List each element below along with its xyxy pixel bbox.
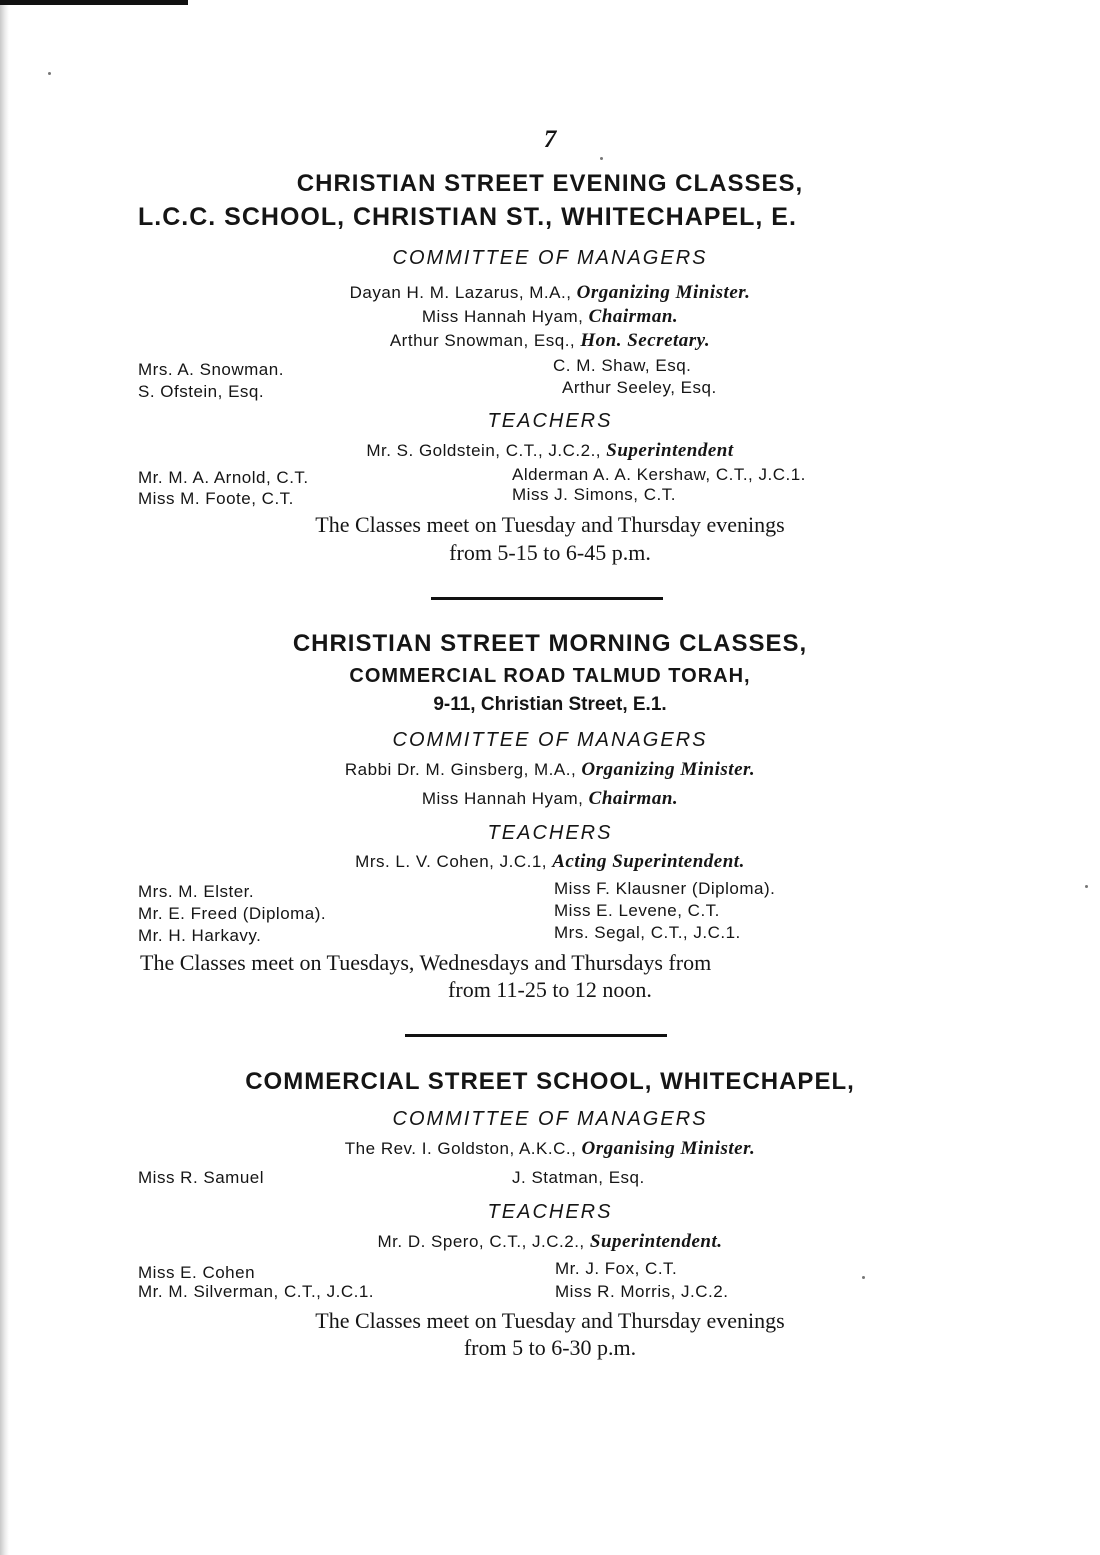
section-2-teacher-left: Mr. H. Harkavy.: [138, 926, 262, 945]
section-3-teachers-caption: TEACHERS: [487, 1201, 613, 1223]
section-divider: [431, 597, 663, 600]
section-1-subheading: L.C.C. SCHOOL, CHRISTIAN ST., WHITECHAPEL, E.: [138, 203, 797, 231]
section-3-teacher-left: Mr. M. Silverman, C.T., J.C.1.: [138, 1282, 375, 1301]
scan-edge-mark: [0, 0, 188, 5]
section-1-managers-caption: COMMITTEE OF MANAGERS: [392, 247, 708, 269]
section-1-meeting: The Classes meet on Tuesday and Thursday evenings: [315, 512, 785, 537]
section-2-managers-caption: COMMITTEE OF MANAGERS: [392, 729, 708, 751]
section-1-manager-line: Dayan H. M. Lazarus, M.A., Organizing Minister.: [349, 282, 751, 303]
section-3-teacher-right: Miss R. Morris, J.C.2.: [555, 1282, 729, 1301]
section-1-teacher-left: Miss M. Foote, C.T.: [138, 489, 294, 508]
section-2-teacher-lead: Mrs. L. V. Cohen, J.C.1, Acting Superintendent.: [355, 851, 745, 872]
section-3-teacher-left: Miss E. Cohen: [138, 1263, 256, 1282]
section-1-teacher-left: Mr. M. A. Arnold, C.T.: [138, 468, 309, 487]
section-1-manager-line: Arthur Snowman, Esq., Hon. Secretary.: [389, 330, 711, 351]
section-3-teacher-right: Mr. J. Fox, C.T.: [555, 1259, 678, 1278]
section-1-manager-right: Arthur Seeley, Esq.: [562, 378, 717, 397]
speck: [862, 1276, 865, 1279]
section-2-subheading: COMMERCIAL ROAD TALMUD TORAH,: [349, 665, 751, 687]
page-number: 7: [543, 126, 557, 153]
section-3-teacher-lead: Mr. D. Spero, C.T., J.C.2., Superintendent.: [377, 1231, 723, 1252]
section-divider: [405, 1034, 667, 1037]
section-1-manager-right: C. M. Shaw, Esq.: [553, 356, 692, 375]
section-1-manager-line: Miss Hannah Hyam, Chairman.: [421, 306, 679, 327]
section-2-teachers-caption: TEACHERS: [487, 822, 613, 844]
section-3-manager-line: The Rev. I. Goldston, A.K.C., Organising Minister.: [344, 1138, 756, 1159]
section-1-teacher-lead: Mr. S. Goldstein, C.T., J.C.2., Superintendent: [366, 440, 734, 461]
section-1-heading: CHRISTIAN STREET EVENING CLASSES,: [296, 170, 804, 197]
section-2-meeting: from 11-25 to 12 noon.: [448, 977, 652, 1002]
section-2-teacher-right: Miss E. Levene, C.T.: [554, 901, 720, 920]
section-3-manager-right: J. Statman, Esq.: [512, 1168, 645, 1187]
section-1-manager-left: Mrs. A. Snowman.: [138, 360, 284, 379]
section-2-teacher-right: Mrs. Segal, C.T., J.C.1.: [554, 923, 741, 942]
section-1-teacher-right: Miss J. Simons, C.T.: [512, 485, 676, 504]
section-3-manager-left: Miss R. Samuel: [138, 1168, 265, 1187]
section-2-heading: CHRISTIAN STREET MORNING CLASSES,: [292, 630, 808, 657]
section-3-heading: COMMERCIAL STREET SCHOOL, WHITECHAPEL,: [245, 1068, 855, 1095]
section-2-manager-line: Miss Hannah Hyam, Chairman.: [421, 788, 679, 809]
section-1-teacher-right: Alderman A. A. Kershaw, C.T., J.C.1.: [512, 465, 806, 484]
section-2-teacher-left: Mrs. M. Elster.: [138, 882, 255, 901]
speck: [600, 157, 603, 160]
section-2-teacher-left: Mr. E. Freed (Diploma).: [138, 904, 327, 923]
section-3-managers-caption: COMMITTEE OF MANAGERS: [392, 1108, 708, 1130]
section-2-meeting: The Classes meet on Tuesdays, Wednesdays and Thursdays from: [140, 950, 712, 975]
section-3-meeting: The Classes meet on Tuesday and Thursday evenings: [315, 1308, 785, 1333]
section-2-manager-line: Rabbi Dr. M. Ginsberg, M.A., Organizing Minister.: [344, 759, 756, 780]
speck: [1085, 885, 1088, 888]
speck: [48, 72, 51, 75]
section-1-meeting: from 5-15 to 6-45 p.m.: [449, 540, 651, 565]
section-2-address: 9-11, Christian Street, E.1.: [433, 694, 667, 715]
section-3-meeting: from 5 to 6-30 p.m.: [463, 1335, 637, 1360]
section-2-teacher-right: Miss F. Klausner (Diploma).: [554, 879, 776, 898]
section-1-teachers-caption: TEACHERS: [487, 410, 613, 432]
section-1-manager-left: S. Ofstein, Esq.: [138, 382, 265, 401]
